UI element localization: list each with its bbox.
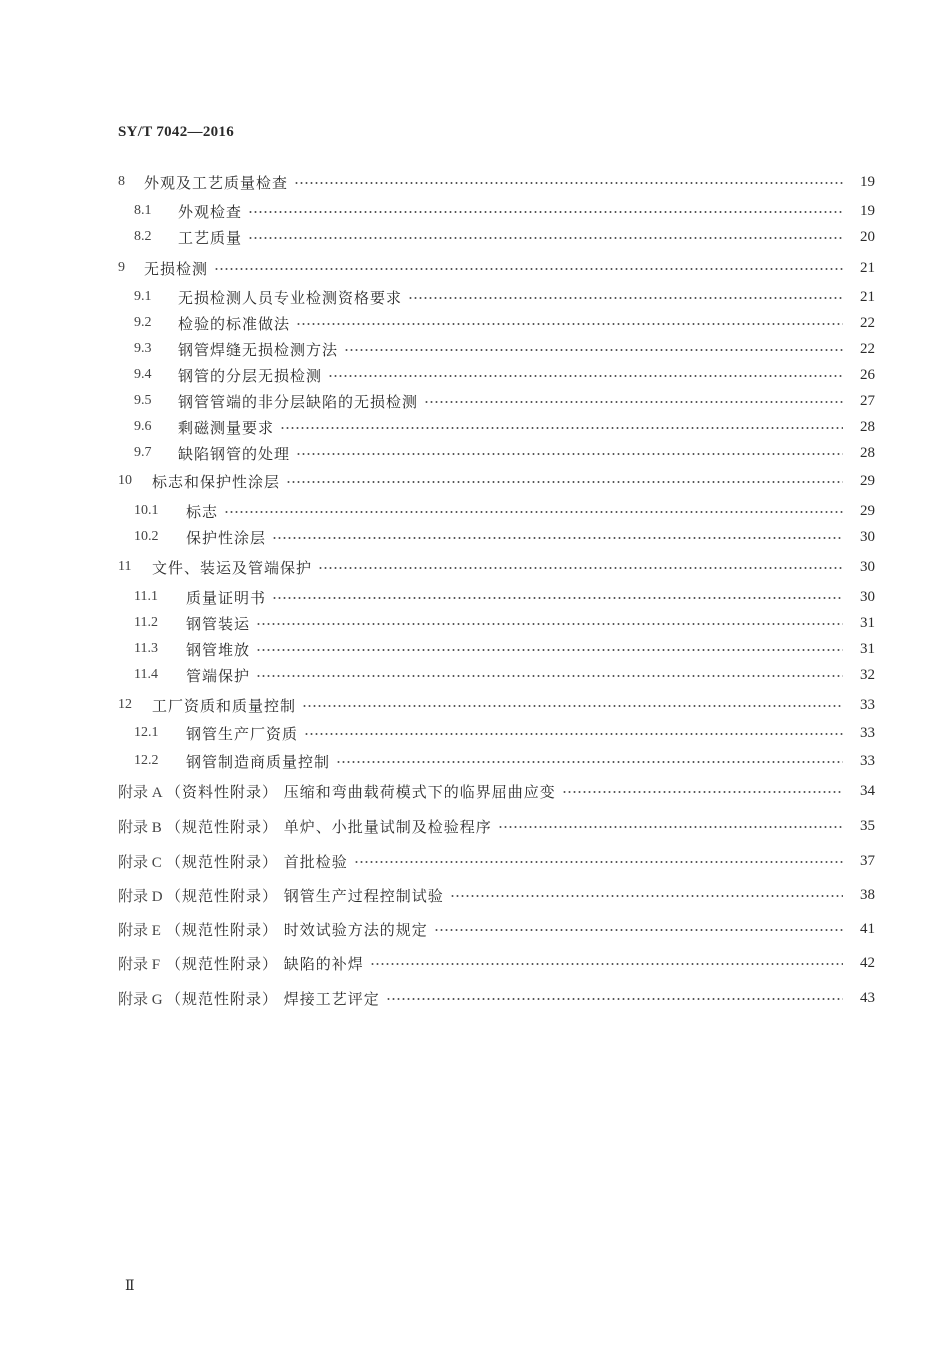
toc-entry-page: 31	[860, 640, 875, 657]
toc-entry-number: 8	[118, 174, 125, 189]
dot-leader	[248, 211, 843, 213]
dot-leader	[256, 649, 843, 651]
dot-leader	[304, 733, 843, 735]
toc-entry[interactable]	[0, 987, 950, 1009]
toc-entry-number: 10	[118, 473, 132, 488]
toc-entry-page: 30	[860, 588, 875, 605]
toc-entry-number: 10.2	[134, 529, 159, 544]
toc-entry-number: 8.2	[134, 229, 152, 244]
dot-leader	[408, 297, 843, 299]
toc-entry-title: 保护性涂层	[186, 528, 267, 547]
toc-entry-title: 钢管装运	[186, 614, 251, 633]
toc-entry-page: 35	[860, 817, 875, 834]
dot-leader	[296, 453, 843, 455]
toc-entry[interactable]	[0, 226, 950, 248]
toc-entry-number: 附录 E	[118, 922, 161, 939]
toc-entry[interactable]	[0, 364, 950, 386]
toc-entry[interactable]	[0, 850, 950, 872]
toc-entry-number: 8.1	[134, 203, 152, 218]
toc-entry-page: 22	[860, 340, 875, 357]
toc-entry-page: 19	[860, 173, 875, 190]
dot-leader	[498, 826, 843, 828]
toc-entry[interactable]	[0, 338, 950, 360]
dot-leader	[336, 761, 843, 763]
toc-entry-number: 附录 B	[118, 819, 162, 836]
toc-entry-number: 附录 F	[118, 956, 161, 973]
toc-entry-number: 12.2	[134, 753, 159, 768]
toc-entry-title: 钢管的分层无损检测	[178, 366, 323, 385]
toc-entry-title: 钢管管端的非分层缺陷的无损检测	[178, 392, 419, 411]
toc-entry-page: 33	[860, 696, 875, 713]
dot-leader	[214, 268, 843, 270]
dot-leader	[296, 323, 843, 325]
toc-entry-number: 附录 D	[118, 888, 163, 905]
toc-entry-number: 附录 C	[118, 854, 162, 871]
toc-entry-page: 41	[860, 920, 875, 937]
toc-entry[interactable]	[0, 586, 950, 608]
dot-leader	[424, 401, 843, 403]
toc-entry[interactable]	[0, 526, 950, 548]
toc-entry-number: 9.5	[134, 393, 152, 408]
toc-entry[interactable]	[0, 780, 950, 802]
toc-entry[interactable]	[0, 952, 950, 974]
page-number: Ⅱ	[125, 1279, 135, 1294]
toc-entry[interactable]	[0, 556, 950, 578]
toc-entry[interactable]	[0, 470, 950, 492]
toc-entry-page: 19	[860, 202, 875, 219]
toc-entry-number: 9.1	[134, 289, 152, 304]
toc-entry-number: 附录 A	[118, 784, 163, 801]
dot-leader	[354, 861, 843, 863]
toc-entry-title: 工艺质量	[178, 228, 243, 247]
toc-entry-title: 钢管生产厂资质	[186, 724, 299, 743]
dot-leader	[294, 182, 843, 184]
toc-entry-title: （规范性附录） 时效试验方法的规定	[166, 920, 428, 939]
toc-entry-title: 管端保护	[186, 666, 251, 685]
toc-entry-number: 9.3	[134, 341, 152, 356]
toc-entry-page: 34	[860, 782, 875, 799]
dot-leader	[302, 705, 843, 707]
toc-entry-page: 21	[860, 259, 875, 276]
toc-entry[interactable]	[0, 638, 950, 660]
toc-entry-number: 9	[118, 260, 125, 275]
toc-entry-page: 30	[860, 528, 875, 545]
dot-leader	[286, 481, 843, 483]
dot-leader	[318, 567, 843, 569]
toc-entry-title: 检验的标准做法	[178, 314, 291, 333]
toc-entry-title: 质量证明书	[186, 588, 267, 607]
toc-entry-page: 37	[860, 852, 875, 869]
toc-entry-number: 11.2	[134, 615, 158, 630]
toc-entry[interactable]	[0, 171, 950, 193]
toc-entry-title: （规范性附录） 首批检验	[166, 852, 348, 871]
toc-entry-page: 20	[860, 228, 875, 245]
dot-leader	[434, 929, 843, 931]
toc-entry-title: 工厂资质和质量控制	[152, 696, 297, 715]
toc-entry-page: 28	[860, 418, 875, 435]
toc-entry-title: （资料性附录） 压缩和弯曲载荷模式下的临界屈曲应变	[166, 782, 556, 801]
toc-entry-page: 27	[860, 392, 875, 409]
dot-leader	[386, 998, 843, 1000]
toc-entry-page: 21	[860, 288, 875, 305]
dot-leader	[224, 511, 843, 513]
dot-leader	[248, 237, 843, 239]
toc-entry-number: 10.1	[134, 503, 159, 518]
toc-entry[interactable]	[0, 722, 950, 744]
toc-entry[interactable]	[0, 664, 950, 686]
dot-leader	[328, 375, 843, 377]
toc-entry-title: 外观及工艺质量检查	[144, 173, 289, 192]
toc-entry-page: 30	[860, 558, 875, 575]
toc-entry[interactable]	[0, 750, 950, 772]
toc-entry-number: 11	[118, 559, 132, 574]
dot-leader	[280, 427, 843, 429]
toc-entry-title: 无损检测	[144, 259, 209, 278]
toc-entry[interactable]	[0, 884, 950, 906]
toc-entry-number: 9.6	[134, 419, 152, 434]
dot-leader	[370, 963, 843, 965]
toc-entry-title: 钢管制造商质量控制	[186, 752, 331, 771]
dot-leader	[450, 895, 843, 897]
toc-entry-title: （规范性附录） 钢管生产过程控制试验	[166, 886, 444, 905]
toc-entry[interactable]	[0, 312, 950, 334]
toc-entry-title: （规范性附录） 焊接工艺评定	[166, 989, 380, 1008]
dot-leader	[256, 675, 843, 677]
toc-entry-number: 11.3	[134, 641, 158, 656]
toc-entry-page: 33	[860, 752, 875, 769]
toc-entry-title: 文件、装运及管端保护	[152, 558, 313, 577]
toc-entry-page: 32	[860, 666, 875, 683]
toc-entry-page: 29	[860, 472, 875, 489]
toc-entry[interactable]	[0, 416, 950, 438]
dot-leader	[256, 623, 843, 625]
toc-entry[interactable]	[0, 500, 950, 522]
toc-entry-page: 31	[860, 614, 875, 631]
toc-entry[interactable]	[0, 918, 950, 940]
toc-entry-title: 标志和保护性涂层	[152, 472, 281, 491]
toc-entry[interactable]	[0, 815, 950, 837]
toc-entry-number: 9.2	[134, 315, 152, 330]
toc-entry-page: 22	[860, 314, 875, 331]
toc-entry[interactable]	[0, 442, 950, 464]
toc-entry-number: 11.4	[134, 667, 158, 682]
toc-entry-number: 12	[118, 697, 132, 712]
toc-entry-title: 钢管焊缝无损检测方法	[178, 340, 339, 359]
toc-entry-title: 标志	[186, 502, 219, 521]
toc-entry-title: （规范性附录） 缺陷的补焊	[166, 954, 364, 973]
toc-entry-number: 12.1	[134, 725, 159, 740]
toc-entry-page: 33	[860, 724, 875, 741]
dot-leader	[272, 537, 843, 539]
toc-entry-page: 38	[860, 886, 875, 903]
toc-entry-title: 无损检测人员专业检测资格要求	[178, 288, 403, 307]
toc-entry[interactable]	[0, 694, 950, 716]
dot-leader	[272, 597, 843, 599]
toc-entry-title: 钢管堆放	[186, 640, 251, 659]
toc-entry-page: 26	[860, 366, 875, 383]
toc-entry-page: 43	[860, 989, 875, 1006]
toc-entry-page: 42	[860, 954, 875, 971]
document-header: SY/T 7042—2016	[118, 124, 235, 140]
toc-entry[interactable]	[0, 390, 950, 412]
dot-leader	[562, 791, 843, 793]
toc-entry-title: （规范性附录） 单炉、小批量试制及检验程序	[166, 817, 492, 836]
toc-entry-number: 附录 G	[118, 991, 163, 1008]
toc-entry[interactable]	[0, 200, 950, 222]
dot-leader	[344, 349, 843, 351]
toc-entry-page: 29	[860, 502, 875, 519]
toc-entry-title: 外观检查	[178, 202, 243, 221]
toc-entry-number: 11.1	[134, 589, 158, 604]
toc-entry-number: 9.7	[134, 445, 152, 460]
toc-entry-number: 9.4	[134, 367, 152, 382]
toc-entry-title: 剩磁测量要求	[178, 418, 275, 437]
toc-entry[interactable]	[0, 257, 950, 279]
toc-entry-title: 缺陷钢管的处理	[178, 444, 291, 463]
toc-entry[interactable]	[0, 286, 950, 308]
toc-entry-page: 28	[860, 444, 875, 461]
toc-entry[interactable]	[0, 612, 950, 634]
